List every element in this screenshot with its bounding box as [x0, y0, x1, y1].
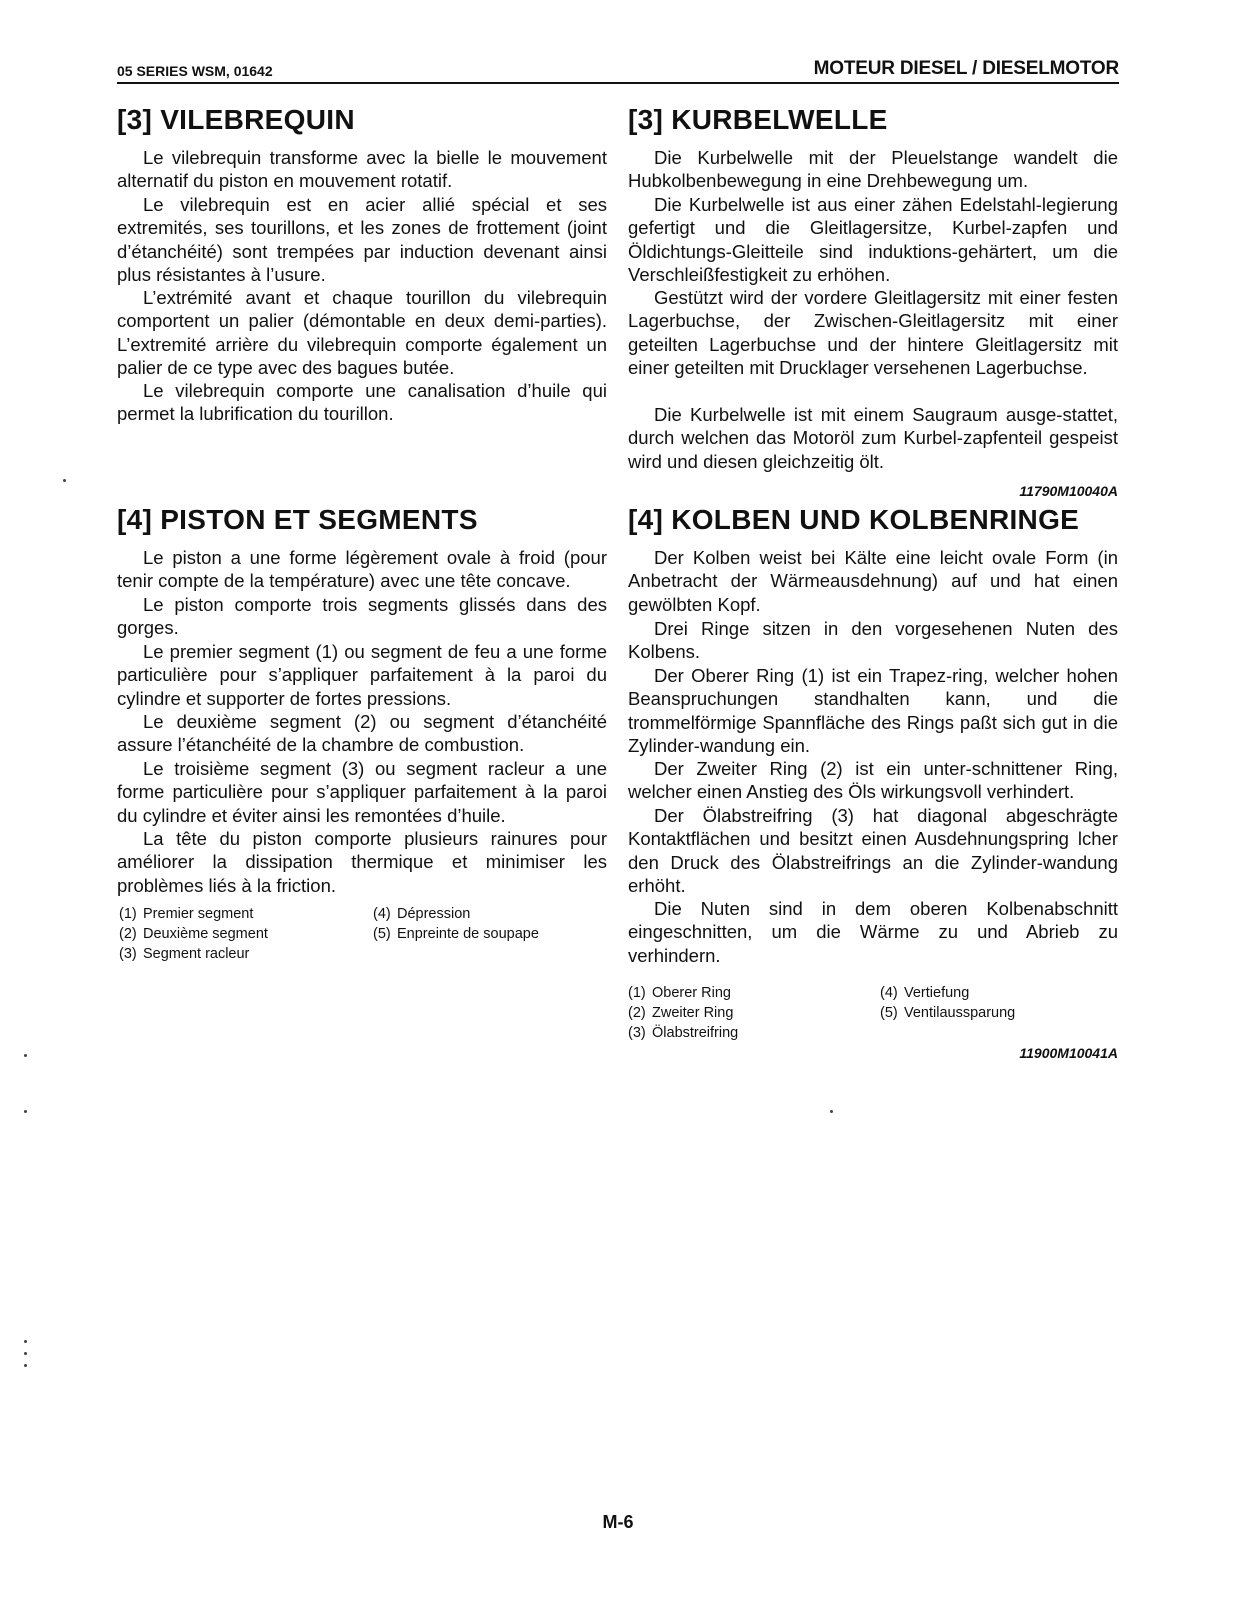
paragraph: Der Zweiter Ring (2) ist ein unter-schnittener Ring, welcher einen Anstieg des Öls wirkungsvoll verhindert. [628, 758, 1118, 803]
scan-speck [24, 1110, 27, 1113]
scan-speck [24, 1054, 27, 1057]
paragraph: Der Ölabstreifring (3) hat diagonal abgeschrägte Kontaktflächen und besitzt einen Ausdehnungspring lcher den Druck des Ölabstreifrings an die Zylinder-wandung erhöht. [628, 805, 1118, 896]
legend-item: (1) Premier segment [119, 906, 254, 922]
paragraph: Le vilebrequin comporte une canalisation d’huile qui permet la lubrification du tourillon. [117, 380, 607, 425]
paragraph: Le piston a une forme légèrement ovale à froid (pour tenir compte de la température) avec une tête concave. [117, 547, 607, 592]
paragraph: Die Kurbelwelle ist mit einem Saugraum ausge-stattet, durch welchen das Motoröl zum Kurbel-zapfenteil gespeist wird und diesen gleichzeitig ölt. [628, 404, 1118, 472]
scan-speck [830, 1110, 833, 1113]
legend-item: (3) Segment racleur [119, 946, 250, 962]
section-3-title-fr: [3] VILEBREQUIN [117, 104, 355, 135]
section-4-title-de: [4] KOLBEN UND KOLBENRINGE [628, 504, 1080, 535]
scan-speck [24, 1352, 27, 1355]
legend-item: (4) Vertiefung [880, 985, 970, 1001]
document-code: 11900M10041A [1019, 1045, 1118, 1061]
legend-item: (5) Ventilaussparung [880, 1005, 1016, 1021]
section-3-title-de: [3] KURBELWELLE [628, 104, 888, 135]
paragraph: Die Kurbelwelle ist aus einer zähen Edelstahl-legierung gefertigt und die Gleitlagersitze, Kurbel-zapfen und Öldichtungs-Gleitteile sind induktions-gehärtert, um die Verschleißfestigkeit zu erhöhen. [628, 194, 1118, 285]
paragraph: Le vilebrequin transforme avec la bielle le mouvement alternatif du piston en mouvement rotatif. [117, 147, 607, 192]
paragraph: Le piston comporte trois segments glissés dans des gorges. [117, 594, 607, 639]
paragraph: Le premier segment (1) ou segment de feu a une forme particulière pour s’appliquer parfaitement à la paroi du cylindre et supporter de fortes pressions. [117, 641, 607, 709]
legend-item: (4) Dépression [373, 906, 471, 922]
manual-reference: 05 SERIES WSM, 01642 [117, 63, 273, 79]
paragraph: Le troisième segment (3) ou segment racleur a une forme particulière pour s’appliquer parfaitement à la paroi du cylindre et éviter ainsi les remontées d’huile. [117, 758, 607, 826]
scan-speck [24, 1340, 27, 1343]
legend-item: (3) Ölabstreifring [628, 1025, 739, 1041]
paragraph: L’extrémité avant et chaque tourillon du vilebrequin comportent un palier (démontable en deux demi-parties). L’extremité arrière du vilebrequin comporte également un palier de ce type avec des bagues butée. [117, 287, 607, 378]
paragraph: Drei Ringe sitzen in den vorgesehenen Nuten des Kolbens. [628, 618, 1118, 663]
document-code: 11790M10040A [1019, 483, 1118, 499]
paragraph: Le vilebrequin est en acier allié spécial et ses extremités, ses tourillons, et les zones de frottement (joint d’étanchéité) sont trempées par induction devenant ainsi plus résistantes à l’usure. [117, 194, 607, 285]
paragraph: Der Kolben weist bei Kälte eine leicht ovale Form (in Anbetracht der Wärmeausdehnung) auf und hat einen gewölbten Kopf. [628, 547, 1118, 615]
paragraph: Le deuxième segment (2) ou segment d’étanchéité assure l’étanchéité de la chambre de combustion. [117, 711, 607, 756]
paragraph: Gestützt wird der vordere Gleitlagersitz mit einer festen Lagerbuchse, der Zwischen-Gleitlagersitz mit einer geteilten Lagerbuchse und der hintere Gleitlagersitz mit einer geteilten mit Drucklager versehenen Lagerbuchse. [628, 287, 1118, 378]
paragraph: Die Kurbelwelle mit der Pleuelstange wandelt die Hubkolbenbewegung in eine Drehbewegung um. [628, 147, 1118, 192]
paragraph: Die Nuten sind in dem oberen Kolbenabschnitt eingeschnitten, um die Wärme zu und Abrieb zu verhindern. [628, 898, 1118, 966]
page-number: M-6 [602, 1512, 634, 1532]
paragraph: Der Oberer Ring (1) ist ein Trapez-ring, welcher hohen Beanspruchungen standhalten kann, und die trommelförmige Spannfläche des Rings paßt sich gut in die Zylinder-wandung ein. [628, 665, 1118, 756]
legend-item: (2) Deuxième segment [119, 926, 268, 942]
legend-item: (5) Enpreinte de soupape [373, 926, 539, 942]
legend-item: (2) Zweiter Ring [628, 1005, 734, 1021]
paragraph: La tête du piston comporte plusieurs rainures pour améliorer la dissipation thermique et minimiser les problèmes liés à la friction. [117, 828, 607, 896]
scan-speck [24, 1364, 27, 1367]
scan-speck [63, 479, 66, 482]
chapter-title: MOTEUR DIESEL / DIESELMOTOR [813, 58, 1119, 79]
legend-item: (1) Oberer Ring [628, 985, 731, 1001]
section-4-title-fr: [4] PISTON ET SEGMENTS [117, 504, 478, 535]
page-header [117, 56, 1119, 84]
